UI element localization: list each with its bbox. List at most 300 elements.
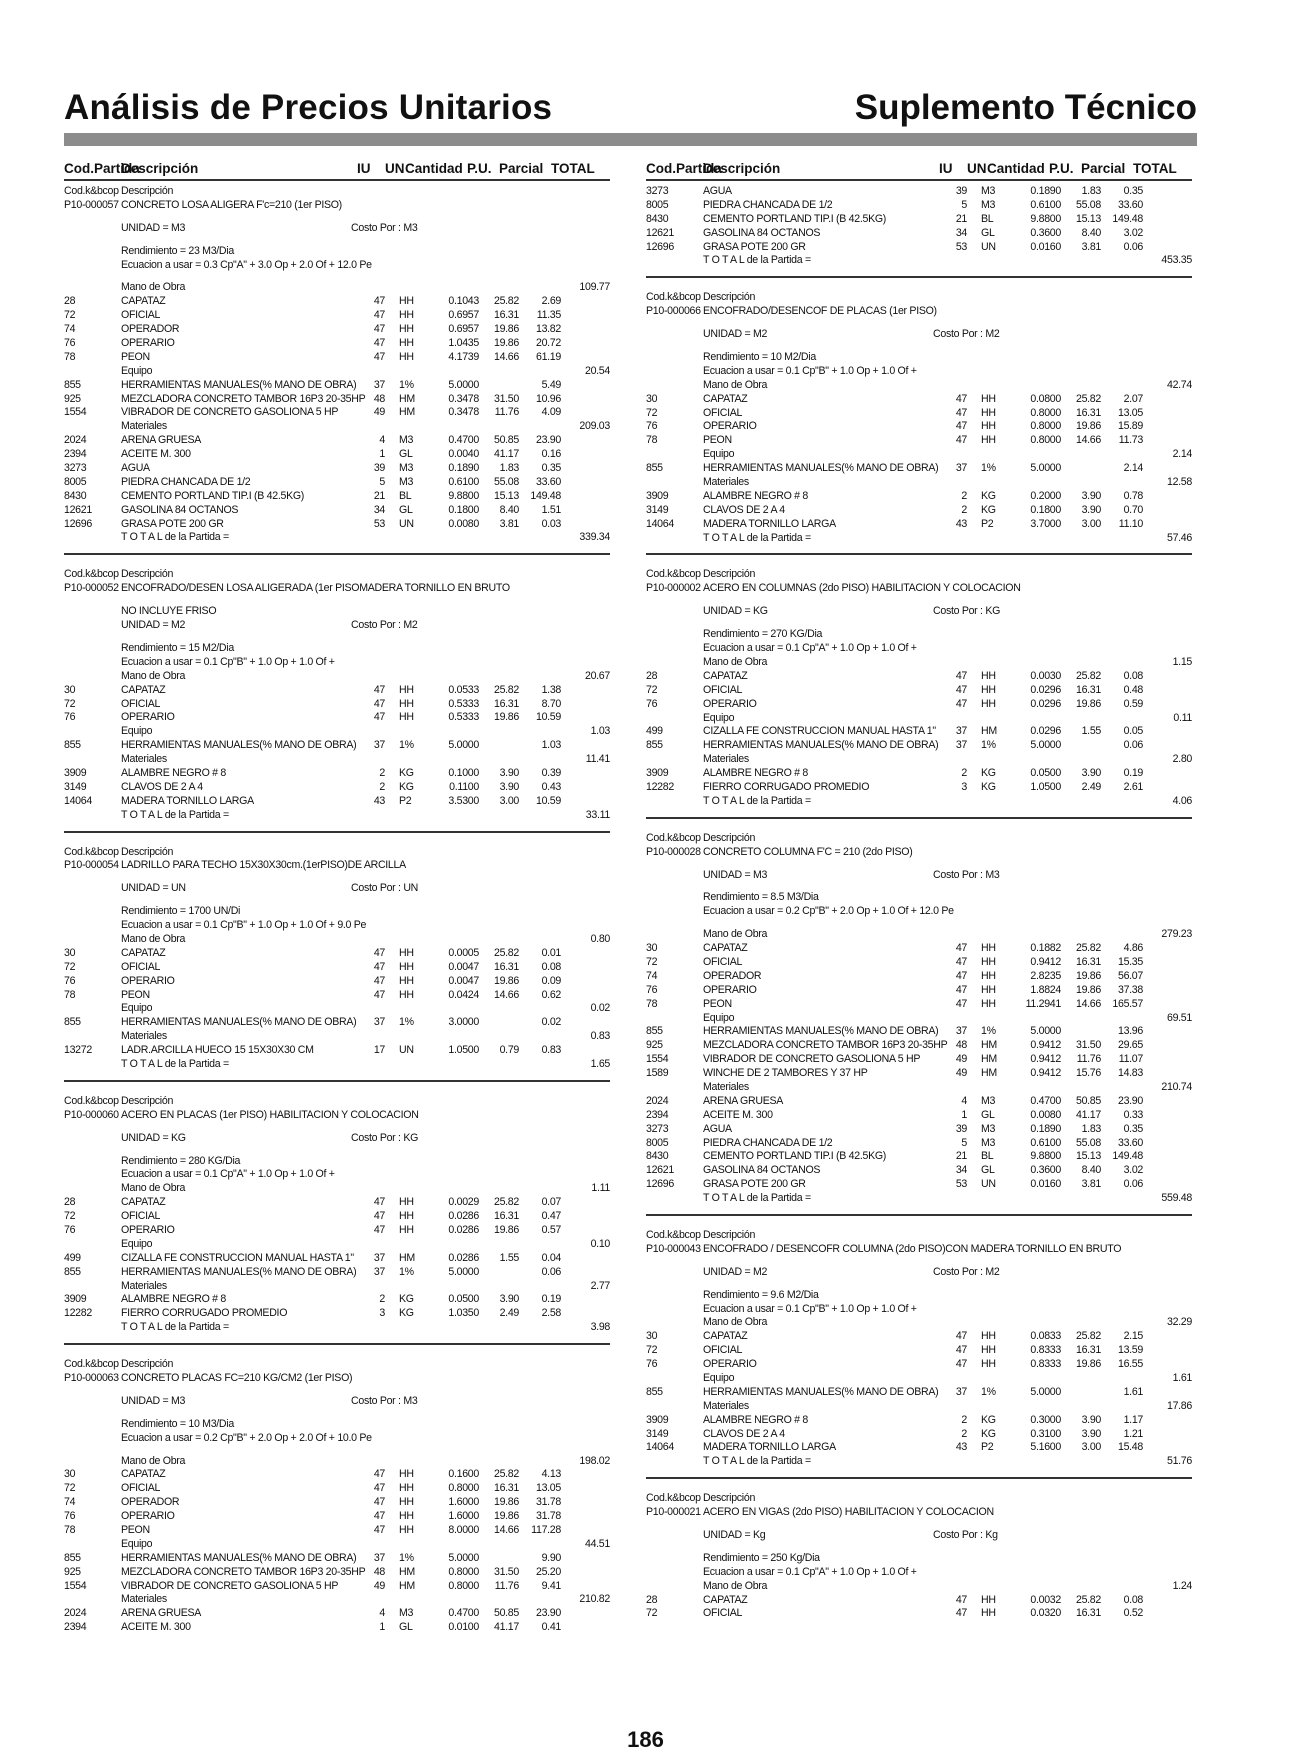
code-cell: 855 xyxy=(646,1025,663,1038)
description-cell: T O T A L de la Partida = xyxy=(121,1321,229,1334)
unit-cell xyxy=(967,1081,1013,1095)
unit-price-cell xyxy=(479,1593,519,1607)
iu-cell: 47 xyxy=(373,1524,385,1537)
unit-price-cell: 1.83 xyxy=(1081,185,1101,197)
table-row xyxy=(64,1002,610,1016)
code-cell xyxy=(646,605,703,619)
total-cell xyxy=(561,711,610,725)
total-cell xyxy=(561,518,610,532)
partial-cell: 33.60 xyxy=(535,475,561,488)
description-cell: Descripción xyxy=(121,185,174,197)
unit-cell: KG xyxy=(399,766,414,779)
iu-cell: Costo Por : M2 xyxy=(351,619,418,632)
total-cell xyxy=(1143,227,1192,241)
iu-cell: 47 xyxy=(955,1330,967,1343)
quantity-cell xyxy=(1013,1303,1061,1317)
iu-cell xyxy=(933,305,967,319)
partial-cell xyxy=(519,568,561,582)
code-cell: 72 xyxy=(64,1482,76,1495)
unit-cell: HH xyxy=(981,1344,996,1357)
iu-cell xyxy=(351,1238,385,1252)
unit-cell xyxy=(385,1372,431,1386)
iu-cell: 47 xyxy=(373,1196,385,1209)
total-cell: 1.15 xyxy=(1172,655,1192,668)
iu-cell: 37 xyxy=(955,725,967,738)
partial-cell xyxy=(519,1132,561,1146)
description-cell: ACERO EN VIGAS (2do PISO) HABILITACION Y COLOCACION xyxy=(703,1506,994,1519)
partial-cell xyxy=(519,846,561,860)
unit-price-cell: 14.66 xyxy=(493,350,519,363)
partial-cell: 23.90 xyxy=(1117,1094,1143,1107)
table-row xyxy=(64,753,610,767)
description-cell: Mano de Obra xyxy=(121,281,186,294)
code-cell xyxy=(64,1538,121,1552)
partial-cell: 0.70 xyxy=(1123,503,1143,516)
description-cell: Ecuacion a usar = 0.3 Cp"A" + 3.0 Op + 2.0 Of + 12.0 Pe xyxy=(121,258,372,271)
iu-cell: 53 xyxy=(955,1178,967,1191)
iu-cell xyxy=(933,1243,967,1257)
quantity-cell: 1.0500 xyxy=(448,1044,479,1057)
unit-price-cell xyxy=(479,933,519,947)
iu-cell: 47 xyxy=(955,1607,967,1620)
total-cell: 0.83 xyxy=(590,1030,610,1043)
total-cell xyxy=(561,605,610,619)
iu-cell: 48 xyxy=(373,392,385,405)
table-row xyxy=(646,1150,1192,1164)
total-cell: 2.14 xyxy=(1172,448,1192,461)
quantity-cell xyxy=(431,568,479,582)
partial-cell: 5.49 xyxy=(541,378,561,391)
iu-cell: 21 xyxy=(955,1150,967,1163)
partial-cell: 9.90 xyxy=(541,1551,561,1564)
partial-cell: 15.89 xyxy=(1117,420,1143,433)
quantity-cell: 0.0030 xyxy=(1030,669,1061,682)
quantity-cell xyxy=(1013,379,1061,393)
table-row xyxy=(64,490,610,504)
unit-cell: 1% xyxy=(399,1265,414,1278)
total-cell xyxy=(1143,393,1192,407)
description-cell: CONCRETO LOSA ALIGERA F'c=210 (1er PISO) xyxy=(121,198,342,211)
total-cell: 4.06 xyxy=(1172,794,1192,807)
unit-price-cell xyxy=(1061,1229,1101,1243)
iu-cell xyxy=(351,1321,385,1335)
unit-price-cell xyxy=(479,1030,519,1044)
partial-cell xyxy=(1101,753,1143,767)
code-cell xyxy=(64,420,121,434)
quantity-cell xyxy=(431,1182,479,1196)
partial-cell: 0.04 xyxy=(541,1251,561,1264)
partial-cell xyxy=(1101,928,1143,942)
code-cell xyxy=(646,1400,703,1414)
spacer xyxy=(646,1280,1192,1289)
quantity-cell xyxy=(1013,1566,1061,1580)
unit-price-cell xyxy=(479,882,519,896)
unit-price-cell: 25.82 xyxy=(1075,669,1101,682)
code-cell: 76 xyxy=(64,1224,76,1236)
total-cell xyxy=(561,767,610,781)
code-cell: Cod.k&bcop xyxy=(646,291,701,304)
iu-cell: 1 xyxy=(379,448,385,461)
description-cell: OPERADOR xyxy=(121,323,180,336)
table-row xyxy=(646,254,1192,268)
header-partial: Parcial xyxy=(499,161,544,176)
quantity-cell: 5.0000 xyxy=(448,1551,479,1564)
iu-cell xyxy=(933,1229,967,1243)
quantity-cell xyxy=(1013,448,1061,462)
spacer xyxy=(646,319,1192,328)
unit-price-cell: 15.13 xyxy=(1075,1150,1101,1163)
partial-cell: 165.57 xyxy=(1112,997,1143,1010)
description-cell: Equipo xyxy=(121,364,153,377)
partial-cell xyxy=(1101,365,1143,379)
table-row xyxy=(646,891,1192,905)
unit-cell: HM xyxy=(981,725,997,738)
code-cell: 76 xyxy=(64,974,76,987)
header-un: UN xyxy=(967,161,987,176)
unit-cell: HM xyxy=(399,1565,415,1578)
iu-cell: Costo Por : M2 xyxy=(933,328,1000,341)
unit-cell xyxy=(967,1012,1013,1026)
partial-cell xyxy=(519,919,561,933)
unit-cell xyxy=(967,846,1013,860)
table-row xyxy=(64,1358,610,1372)
description-cell: Equipo xyxy=(703,448,735,461)
unit-cell: UN xyxy=(399,517,414,530)
quantity-cell: 0.8333 xyxy=(1030,1344,1061,1357)
description-cell: ALAMBRE NEGRO # 8 xyxy=(703,1413,808,1426)
code-cell: 72 xyxy=(64,697,76,710)
unit-cell: HM xyxy=(399,1251,415,1264)
unit-price-cell: 19.86 xyxy=(493,711,519,724)
unit-price-cell xyxy=(1061,1012,1101,1026)
quantity-cell xyxy=(431,1321,479,1335)
quantity-cell: 0.0533 xyxy=(448,683,479,696)
table-row xyxy=(64,605,610,619)
unit-price-cell: 3.90 xyxy=(1081,503,1101,516)
quantity-cell xyxy=(431,1168,479,1182)
partial-cell: 1.21 xyxy=(1123,1427,1143,1440)
table-row xyxy=(646,1400,1192,1414)
quantity-cell: 0.8000 xyxy=(1030,434,1061,447)
unit-price-cell xyxy=(479,1168,519,1182)
table-row xyxy=(646,1330,1192,1344)
description-cell: HERRAMIENTAS MANUALES(% MANO DE OBRA) xyxy=(703,462,939,475)
quantity-cell: 0.1890 xyxy=(1030,185,1061,197)
partial-cell: 149.48 xyxy=(530,489,561,502)
quantity-cell xyxy=(431,185,479,199)
unit-cell: HH xyxy=(981,983,996,996)
code-cell xyxy=(646,476,703,490)
description-cell: Equipo xyxy=(703,1011,735,1024)
partial-cell: 0.19 xyxy=(541,1293,561,1306)
partial-cell xyxy=(519,1418,561,1432)
code-cell: 855 xyxy=(64,1551,81,1564)
table-row xyxy=(646,434,1192,448)
table-row xyxy=(64,1196,610,1210)
unit-price-cell: 3.90 xyxy=(1081,489,1101,502)
total-cell xyxy=(1143,1358,1192,1372)
table-row xyxy=(646,846,1192,860)
unit-cell: GL xyxy=(399,448,413,461)
unit-cell: HH xyxy=(981,406,996,419)
code-cell: 76 xyxy=(64,1510,76,1523)
description-cell: MEZCLADORA CONCRETO TAMBOR 16P3 20-35HP xyxy=(121,392,366,405)
partial-cell xyxy=(519,1238,561,1252)
description-cell: Rendimiento = 9.6 M2/Dia xyxy=(703,1288,819,1301)
description-cell: Ecuacion a usar = 0.1 Cp"B" + 1.0 Op + 1.0 Of + xyxy=(703,1302,917,1315)
code-cell xyxy=(646,1081,703,1095)
total-cell xyxy=(561,259,610,273)
total-cell xyxy=(561,1168,610,1182)
unit-cell: HH xyxy=(399,1524,414,1537)
unit-price-cell xyxy=(1061,795,1101,809)
iu-cell xyxy=(351,1030,385,1044)
spacer xyxy=(64,873,610,882)
total-cell xyxy=(561,1155,610,1169)
iu-cell xyxy=(351,1538,385,1552)
quantity-cell xyxy=(1013,1266,1061,1280)
table-row xyxy=(64,947,610,961)
table-row xyxy=(646,712,1192,726)
partial-cell: 1.03 xyxy=(541,739,561,752)
unit-cell xyxy=(385,859,431,873)
unit-price-cell: 19.86 xyxy=(1075,969,1101,982)
code-cell xyxy=(64,1455,121,1469)
quantity-cell xyxy=(431,245,479,259)
iu-cell xyxy=(933,642,967,656)
quantity-cell: 0.3478 xyxy=(448,406,479,419)
iu-cell xyxy=(351,642,385,656)
total-cell xyxy=(1143,291,1192,305)
code-cell xyxy=(64,1058,121,1072)
spacer xyxy=(64,1146,610,1155)
code-cell: 30 xyxy=(64,683,76,696)
partial-cell xyxy=(1101,328,1143,342)
code-cell xyxy=(646,1012,703,1026)
table-row xyxy=(64,1418,610,1432)
quantity-cell xyxy=(431,1132,479,1146)
quantity-cell xyxy=(1013,656,1061,670)
total-cell xyxy=(1143,199,1192,213)
unit-cell: HH xyxy=(399,1496,414,1509)
unit-price-cell: 16.31 xyxy=(1075,406,1101,419)
quantity-cell xyxy=(1013,1012,1061,1026)
code-cell: 3909 xyxy=(646,1413,669,1426)
table-row xyxy=(64,245,610,259)
unit-price-cell: 16.31 xyxy=(493,1210,519,1223)
partial-cell: 149.48 xyxy=(1112,212,1143,225)
partial-cell: 23.90 xyxy=(535,1607,561,1620)
code-cell xyxy=(64,531,121,545)
quantity-cell xyxy=(431,420,479,434)
total-cell xyxy=(561,1552,610,1566)
quantity-cell xyxy=(1013,1289,1061,1303)
unit-cell xyxy=(967,1289,1013,1303)
unit-price-cell xyxy=(479,1132,519,1146)
total-cell xyxy=(1143,328,1192,342)
quantity-cell xyxy=(431,1455,479,1469)
code-cell: 1554 xyxy=(64,406,87,419)
column-left xyxy=(64,154,610,1635)
unit-cell xyxy=(385,420,431,434)
quantity-cell xyxy=(1013,1580,1061,1594)
unit-price-cell xyxy=(479,619,519,633)
iu-cell xyxy=(351,846,385,860)
description-cell: OPERARIO xyxy=(121,974,175,987)
table-row xyxy=(646,476,1192,490)
unit-price-cell: 3.90 xyxy=(1081,1427,1101,1440)
table-row xyxy=(64,323,610,337)
description-cell: ALAMBRE NEGRO # 8 xyxy=(703,767,808,780)
description-cell: Equipo xyxy=(121,1002,153,1015)
description-cell: CONCRETO PLACAS FC=210 KG/CM2 (1er PISO) xyxy=(121,1372,353,1385)
partial-cell xyxy=(1101,1506,1143,1520)
description-cell: NO INCLUYE FRISO xyxy=(121,605,217,618)
description-cell: Mano de Obra xyxy=(121,932,186,945)
total-cell xyxy=(1143,582,1192,596)
unit-cell xyxy=(385,1155,431,1169)
partial-cell xyxy=(1101,891,1143,905)
partial-cell: 0.59 xyxy=(1123,697,1143,710)
description-cell: MEZCLADORA CONCRETO TAMBOR 16P3 20-35HP xyxy=(703,1039,948,1052)
quantity-cell xyxy=(431,259,479,273)
description-cell: PEON xyxy=(703,997,732,1010)
code-cell: P10-000063 xyxy=(64,1372,119,1385)
unit-cell: HH xyxy=(981,969,996,982)
unit-cell: M3 xyxy=(981,1122,996,1135)
description-cell: ALAMBRE NEGRO # 8 xyxy=(121,766,226,779)
partial-cell xyxy=(519,365,561,379)
unit-cell xyxy=(967,532,1013,546)
code-cell xyxy=(64,1030,121,1044)
partial-cell xyxy=(519,1372,561,1386)
iu-cell xyxy=(933,1303,967,1317)
table-row xyxy=(646,928,1192,942)
iu-cell xyxy=(933,351,967,365)
unit-price-cell xyxy=(479,420,519,434)
quantity-cell: 0.3600 xyxy=(1030,1164,1061,1177)
partial-cell: 117.28 xyxy=(531,1524,561,1537)
total-cell xyxy=(1143,670,1192,684)
table-row xyxy=(64,642,610,656)
code-cell: 12621 xyxy=(64,503,92,516)
unit-cell: HM xyxy=(399,1579,415,1592)
description-cell: Materiales xyxy=(121,420,167,433)
table-row xyxy=(646,1580,1192,1594)
table-row xyxy=(64,1280,610,1294)
partial-cell: 11.10 xyxy=(1118,517,1143,530)
table-row xyxy=(64,406,610,420)
quantity-cell: 0.3600 xyxy=(1030,226,1061,239)
iu-cell xyxy=(351,1095,385,1109)
description-cell: ENCOFRADO/DESENCOF DE PLACAS (1er PISO) xyxy=(703,305,937,318)
code-cell: 78 xyxy=(646,997,658,1010)
total-cell xyxy=(1143,1039,1192,1053)
quantity-cell xyxy=(431,753,479,767)
iu-cell xyxy=(351,1058,385,1072)
header-quantity: Cantidad xyxy=(405,161,463,176)
code-cell: 855 xyxy=(64,1016,81,1029)
total-cell xyxy=(1143,1095,1192,1109)
partial-cell xyxy=(519,1109,561,1123)
code-cell: 12696 xyxy=(64,517,92,530)
iu-cell: 2 xyxy=(379,780,385,793)
unit-price-cell: 11.76 xyxy=(494,1579,519,1592)
code-cell xyxy=(64,245,121,259)
total-cell: 33.11 xyxy=(585,808,610,821)
unit-price-cell xyxy=(479,1155,519,1169)
unit-price-cell: 25.82 xyxy=(493,683,519,696)
unit-cell xyxy=(385,1002,431,1016)
description-cell: Mano de Obra xyxy=(121,669,186,682)
iu-cell xyxy=(351,185,385,199)
unit-cell xyxy=(967,712,1013,726)
total-cell xyxy=(561,619,610,633)
unit-cell: HH xyxy=(981,683,996,696)
total-cell xyxy=(561,295,610,309)
description-cell: OFICIAL xyxy=(703,683,743,696)
unit-price-cell: 3.00 xyxy=(1081,1441,1101,1454)
unit-price-cell: 25.82 xyxy=(1075,942,1101,955)
total-cell xyxy=(561,1224,610,1238)
total-cell: 11.41 xyxy=(585,753,610,766)
table-row xyxy=(64,185,610,199)
description-cell: Equipo xyxy=(121,1237,153,1250)
table-row xyxy=(646,1386,1192,1400)
total-cell xyxy=(1143,365,1192,379)
total-cell: 51.76 xyxy=(1166,1455,1192,1468)
quantity-cell xyxy=(1013,1400,1061,1414)
table-row xyxy=(64,1266,610,1280)
quantity-cell: 0.3100 xyxy=(1030,1427,1061,1440)
iu-cell xyxy=(933,1192,967,1206)
description-cell: HERRAMIENTAS MANUALES(% MANO DE OBRA) xyxy=(703,1025,939,1038)
total-cell xyxy=(561,1468,610,1482)
total-cell xyxy=(1143,725,1192,739)
unit-cell xyxy=(967,1266,1013,1280)
quantity-cell xyxy=(1013,291,1061,305)
total-cell xyxy=(561,919,610,933)
iu-cell: 2 xyxy=(961,489,967,502)
code-cell xyxy=(646,328,703,342)
unit-price-cell xyxy=(479,905,519,919)
code-cell xyxy=(64,1168,121,1182)
header-description: Descripción xyxy=(703,161,781,176)
unit-cell: HH xyxy=(399,1196,414,1209)
partial-cell: 10.59 xyxy=(535,794,561,807)
unit-price-cell xyxy=(479,859,519,873)
description-cell: OPERARIO xyxy=(121,711,175,724)
unit-price-cell xyxy=(1061,656,1101,670)
table-row xyxy=(646,905,1192,919)
total-cell xyxy=(561,882,610,896)
unit-cell: HH xyxy=(399,323,414,336)
code-cell: 28 xyxy=(646,669,658,682)
unit-cell xyxy=(967,328,1013,342)
quantity-cell xyxy=(431,605,479,619)
code-cell: 78 xyxy=(64,350,76,363)
quantity-cell xyxy=(1013,905,1061,919)
code-cell: P10-000060 xyxy=(64,1108,119,1121)
code-cell xyxy=(646,1552,703,1566)
quantity-cell xyxy=(431,859,479,873)
spacer xyxy=(646,1520,1192,1529)
unit-cell xyxy=(967,605,1013,619)
unit-cell xyxy=(385,1395,431,1409)
table-row xyxy=(646,1594,1192,1608)
unit-price-cell xyxy=(1061,869,1101,883)
quantity-cell xyxy=(431,809,479,823)
